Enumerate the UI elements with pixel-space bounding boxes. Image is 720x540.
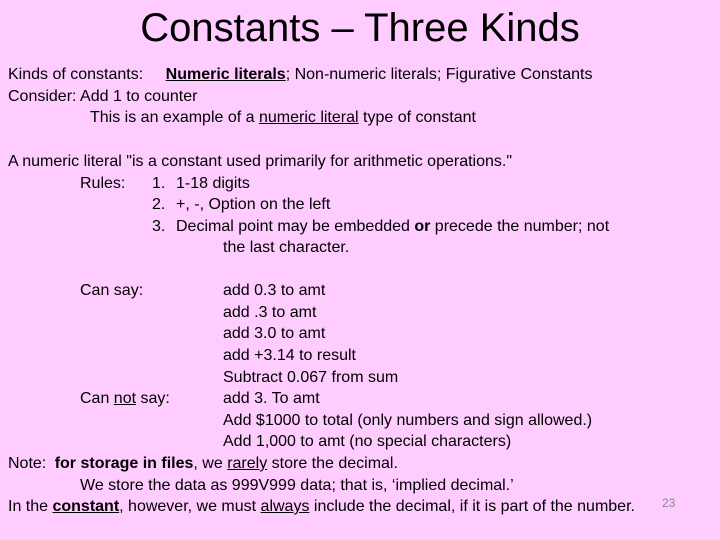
can-not-say-item: Add 1,000 to amt (no special characters) xyxy=(223,433,512,450)
note-always: always xyxy=(260,498,310,515)
can-not-say-not: not xyxy=(113,390,137,407)
can-say-item: Subtract 0.067 from sum xyxy=(223,369,399,386)
example-line xyxy=(90,108,476,128)
note-rarely: rarely xyxy=(227,455,268,472)
rule-3-pre: Decimal point may be embedded xyxy=(176,218,415,235)
can-not-say-post: say: xyxy=(136,390,170,407)
can-say-item: add 3.0 to amt xyxy=(223,325,326,342)
note-constant: constant xyxy=(52,498,120,515)
note-line xyxy=(8,454,398,474)
note-label: Note: xyxy=(8,455,51,472)
example-pre: This is an example of a xyxy=(90,109,259,126)
definition-line: A numeric literal "is a constant used primarily for arithmetic operations." xyxy=(8,153,513,170)
note-line-3 xyxy=(8,497,635,517)
rules-label: Rules: xyxy=(80,175,126,192)
kinds-label: Kinds of constants: xyxy=(8,66,144,83)
can-not-say-pre: Can xyxy=(80,390,114,407)
note-l3-mid: , however, we must xyxy=(119,498,261,515)
note-mid: , we xyxy=(193,455,228,472)
kinds-numeric: Numeric literals xyxy=(165,66,286,83)
can-say-item: add +3.14 to result xyxy=(223,347,356,364)
rule-2-text: +, -, Option on the left xyxy=(176,196,331,213)
rule-3-text xyxy=(176,217,609,237)
rule-2-num: 2. xyxy=(152,196,166,213)
note-l3-post: include the decimal, if it is part of the number. xyxy=(309,498,635,515)
slide-number: 23 xyxy=(662,496,676,510)
can-not-say-item: add 3. To amt xyxy=(223,390,320,407)
can-say-item: add 0.3 to amt xyxy=(223,282,326,299)
rule-3-post: precede the number; not xyxy=(430,218,610,235)
can-not-say-label xyxy=(80,389,170,409)
note-bold: for storage in files xyxy=(54,455,194,472)
page-title: Constants – Three Kinds xyxy=(140,6,580,50)
consider-line: Consider: Add 1 to counter xyxy=(8,88,198,105)
rule-3-bold: or xyxy=(414,218,431,235)
rule-1-text: 1-18 digits xyxy=(176,175,250,192)
note-l3-pre: In the xyxy=(8,498,53,515)
can-say-label: Can say: xyxy=(80,282,144,299)
kinds-rest: ; Non-numeric literals; Figurative Constants xyxy=(285,66,593,83)
can-say-item: add .3 to amt xyxy=(223,304,317,321)
rule-3-num: 3. xyxy=(152,218,166,235)
note-line-2: We store the data as 999V999 data; that is, ‘implied decimal.’ xyxy=(80,477,514,494)
kinds-line xyxy=(8,65,592,85)
rule-3-cont: the last character. xyxy=(223,239,350,256)
example-em: numeric literal xyxy=(258,109,359,126)
can-not-say-item: Add $1000 to total (only numbers and sign allowed.) xyxy=(223,412,593,429)
example-post: type of constant xyxy=(358,109,476,126)
rule-1-num: 1. xyxy=(152,175,166,192)
note-post: store the decimal. xyxy=(267,455,398,472)
